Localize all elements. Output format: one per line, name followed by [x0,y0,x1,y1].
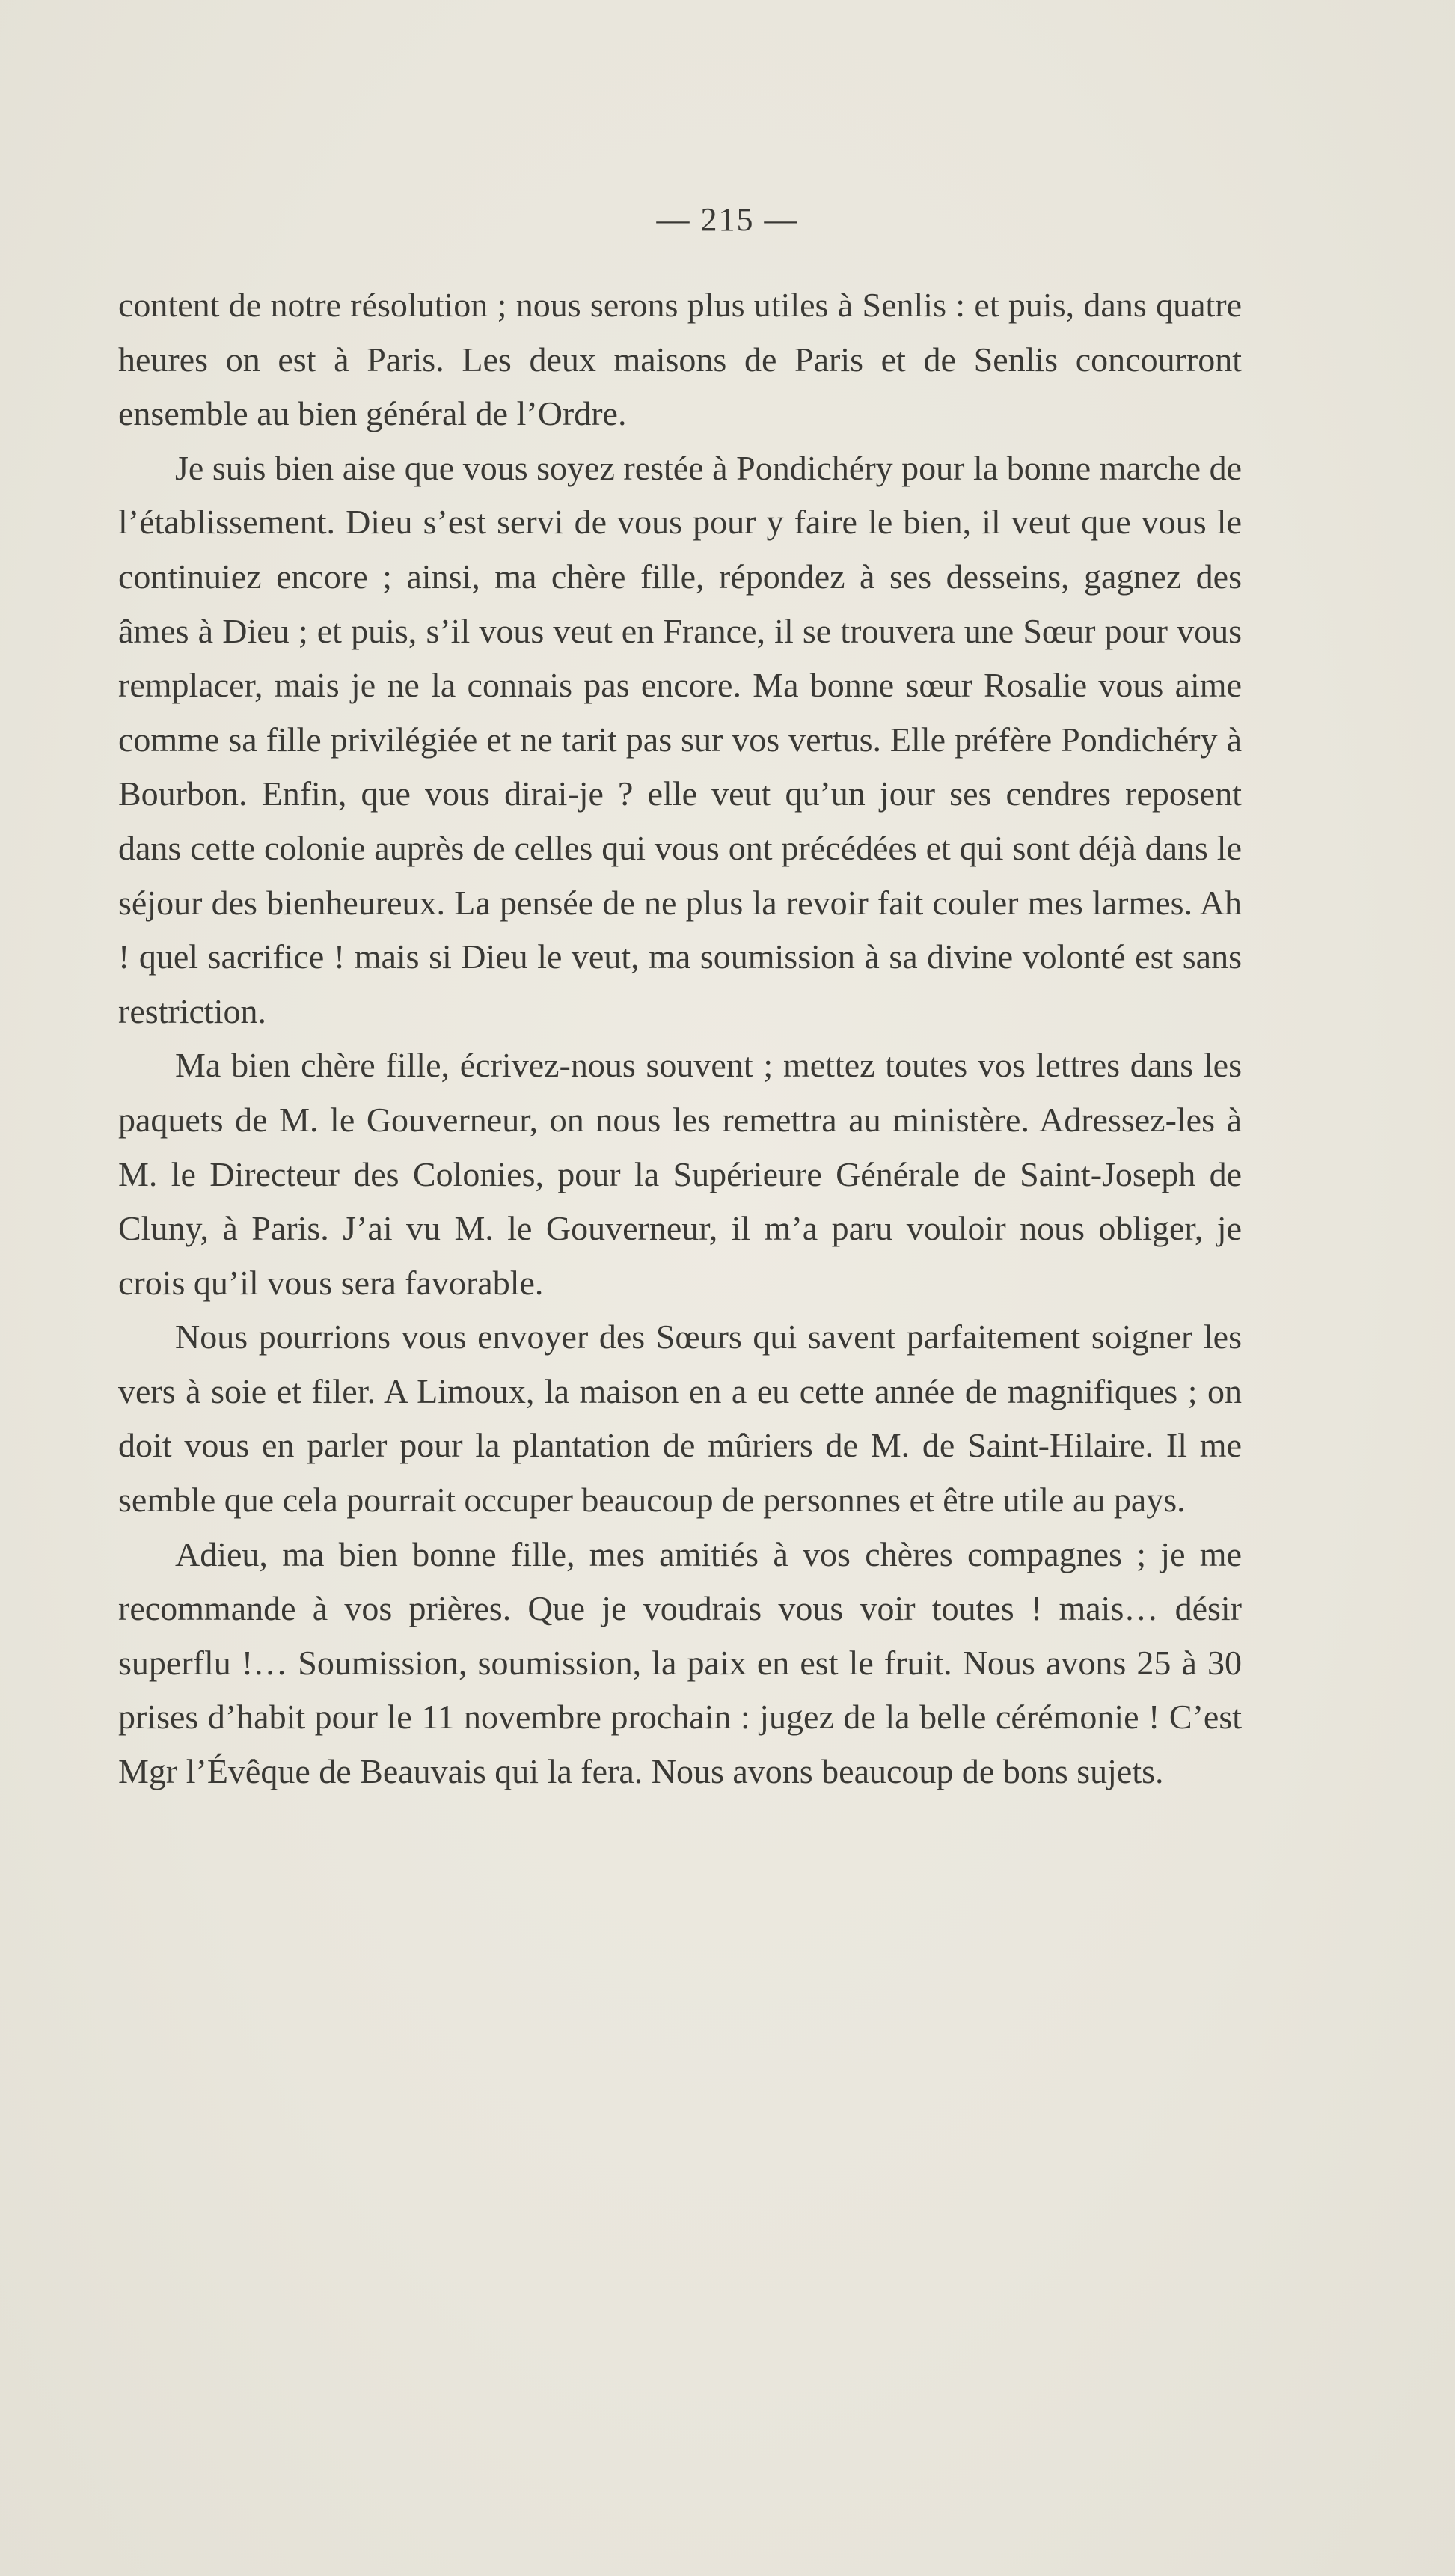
page-body [118,278,1242,1799]
paragraph: Nous pourrions vous envoyer des Sœurs qui savent parfaitement soigner les vers à soie et filer. A Limoux, la maison en a eu cette année de magnifiques ; on doit vous en parler pour la plantation de mûriers de M. de Saint-Hilaire. Il me semble que cela pourrait occuper beaucoup de personnes et être utile au pays. [118,1318,1242,1520]
paragraph: Ma bien chère fille, écrivez-nous souvent ; mettez toutes vos lettres dans les paquets de M. le Gouverneur, on nous les remettra au ministère. Adressez-les à M. le Directeur des Colonies, pour la Supérieure Générale de Saint-Joseph de Cluny, à Paris. J’ai vu M. le Gouverneur, il m’a paru vouloir nous obliger, je crois qu’il vous sera favorable. [118,1046,1242,1302]
paragraph-continuation: content de notre résolution ; nous serons plus utiles à Senlis : et puis, dans quatre heures on est à Paris. Les deux maisons de Paris et de Senlis concourront ensemble au bien général de l’Ordre. [118,286,1242,433]
page-number: — 215 — [656,201,799,238]
paragraph: Je suis bien aise que vous soyez restée à Pondichéry pour la bonne marche de l’établissement. Dieu s’est servi de vous pour y faire le bien, il veut que vous le continuiez encore ; ainsi, ma chère fille, répondez à ses desseins, gagnez des âmes à Dieu ; et puis, s’il vous veut en France, il se trouvera une Sœur pour vous remplacer, mais je ne la connais pas encore. Ma bonne sœur Rosalie vous aime comme sa fille privilégiée et ne tarit pas sur vos vertus. Elle préfère Pondichéry à Bourbon. Enfin, que vous dirai-je ? elle veut qu’un jour ses cendres reposent dans cette colonie auprès de celles qui vous ont précédées et qui sont déjà dans le séjour des bienheureux. La pensée de ne plus la revoir fait couler mes larmes. Ah ! quel sacrifice ! mais si Dieu le veut, ma soumission à sa divine volonté est sans restriction. [118,448,1242,1030]
paragraph: Adieu, ma bien bonne fille, mes amitiés à vos chères compagnes ; je me recommande à vos prières. Que je voudrais vous voir toutes ! mais… désir superflu !… Soumission, soumission, la paix en est le fruit. Nous avons 25 à 30 prises d’habit pour le 11 novembre prochain : jugez de la belle cérémonie ! C’est Mgr l’Évêque de Beauvais qui la fera. Nous avons beaucoup de bons sujets. [118,1535,1242,1791]
